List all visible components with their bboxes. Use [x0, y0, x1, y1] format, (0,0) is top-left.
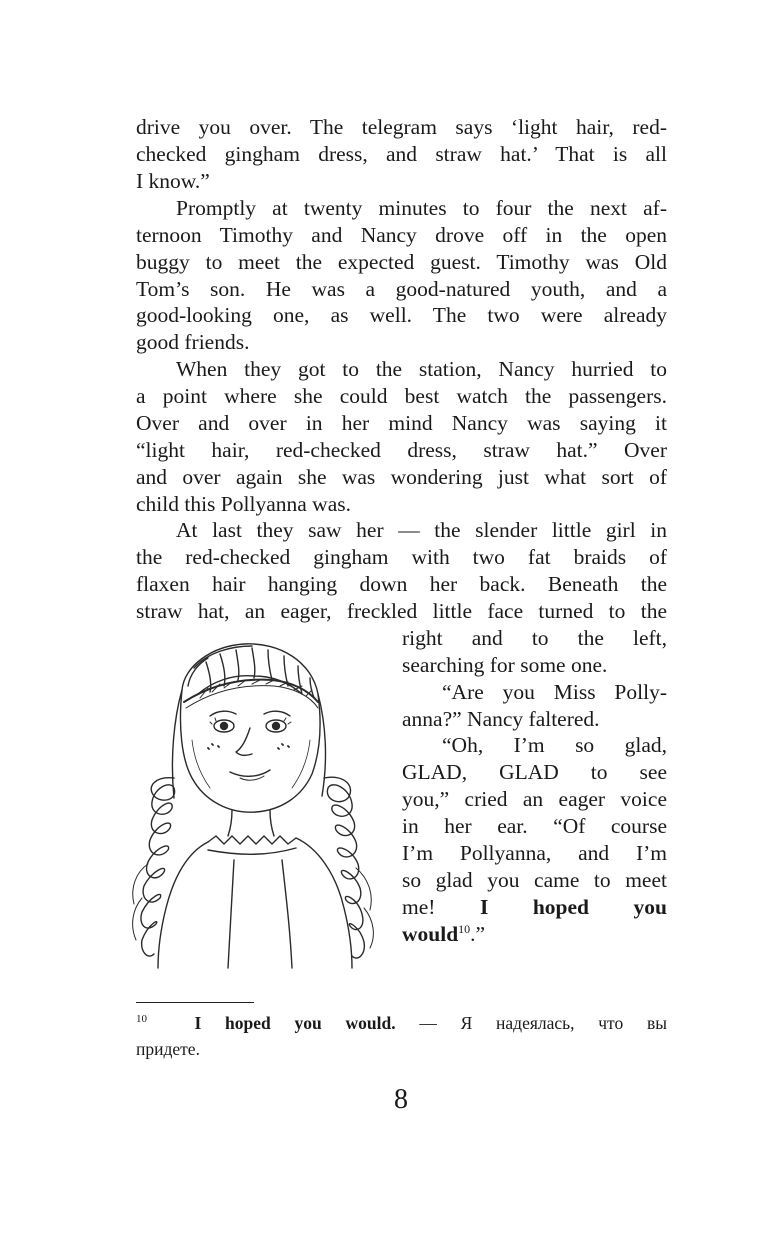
text-line: anna?” Nancy faltered. [402, 707, 600, 731]
footnote-translation: — Я надеялась, что вы [419, 1013, 667, 1033]
text-line: good friends. [136, 330, 250, 354]
text-line: good-looking one, as well. The two were already [136, 303, 667, 327]
text-me: me! [402, 895, 436, 919]
bold-word: hoped [532, 895, 590, 919]
footnote-line [136, 1010, 667, 1036]
text-line: “Oh, I’m so glad, [442, 733, 667, 757]
text-line: Over and over in her mind Nancy was saying it [136, 411, 667, 435]
text-line: a point where she could best watch the passengers. [136, 384, 667, 408]
text-line: you,” cried an eager voice [402, 787, 667, 811]
page-number: 8 [394, 1084, 408, 1115]
text-line [402, 894, 667, 921]
bold-word: you [633, 895, 667, 919]
bold-word: would [402, 922, 459, 946]
pollyanna-illustration [112, 628, 390, 973]
text-line: the red-checked gingham with two fat braids of [136, 545, 667, 569]
text-line: drive you over. The telegram says ‘light hair, red- [136, 115, 667, 139]
footnote-number: 10 [136, 1013, 147, 1025]
text-line: Tom’s son. He was a good-natured youth, and a [136, 277, 667, 301]
footnote-reference[interactable]: 10 [458, 922, 471, 936]
footnote-divider [136, 1002, 254, 1003]
text-line [402, 921, 667, 948]
text-line: GLAD, GLAD to see [402, 760, 667, 784]
bold-word: I [479, 895, 489, 919]
text-line: At last they saw her — the slender little girl in [176, 518, 667, 542]
text-line: “light hair, red-checked dress, straw hat.” Over [136, 438, 667, 462]
closing-quote: .” [470, 922, 486, 946]
text-line: right and to the left, [402, 626, 667, 650]
text-line: and over again she was wondering just what sort of [136, 465, 667, 489]
text-line: straw hat, an eager, freckled little face turned to the [136, 599, 667, 623]
footnote-line: придете. [136, 1039, 200, 1059]
text-line: flaxen hair hanging down her back. Beneath the [136, 572, 667, 596]
text-line: ternoon Timothy and Nancy drove off in the open [136, 223, 667, 247]
text-line: I know.” [136, 169, 210, 193]
text-line: in her ear. “Of course [402, 814, 667, 838]
text-line: buggy to meet the expected guest. Timothy was Old [136, 250, 667, 274]
text-line: “Are you Miss Polly- [442, 680, 667, 704]
footnote-phrase: I hoped you would. [194, 1013, 396, 1033]
text-line: Promptly at twenty minutes to four the next af- [176, 196, 667, 220]
text-line: When they got to the station, Nancy hurried to [176, 357, 667, 381]
text-line: so glad you came to meet [402, 868, 667, 892]
text-line: checked gingham dress, and straw hat.’ That is all [136, 142, 667, 166]
text-line: searching for some one. [402, 653, 608, 677]
text-line: I’m Pollyanna, and I’m [402, 841, 667, 865]
text-line: child this Pollyanna was. [136, 492, 351, 516]
